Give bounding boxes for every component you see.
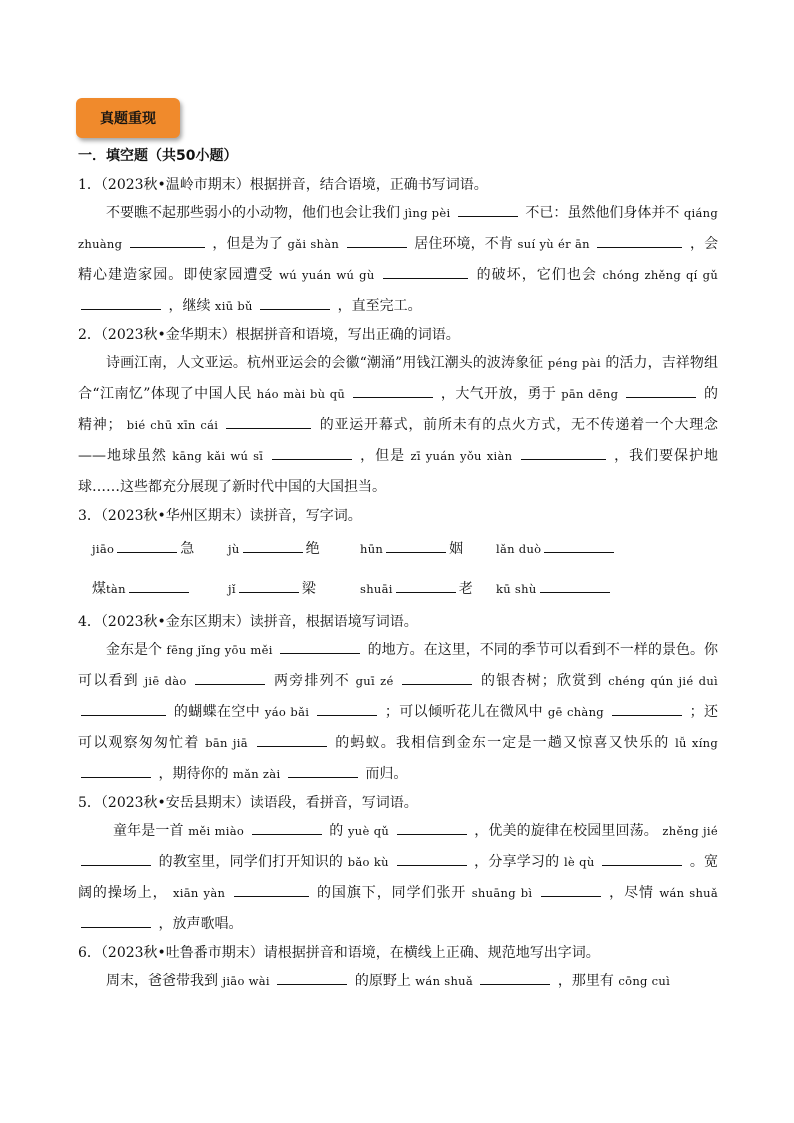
answer-blank[interactable] <box>81 701 166 716</box>
answer-blank[interactable] <box>383 264 468 279</box>
pinyin: jǐ <box>228 582 236 596</box>
text: 的亚运开幕式，前所未有的点火方式，无不传递着一个大理念——地球虽然 <box>78 417 718 464</box>
answer-blank[interactable] <box>597 233 682 248</box>
answer-blank[interactable] <box>521 445 606 460</box>
pinyin: fēng jǐng yōu měi <box>166 643 273 657</box>
text: 的蝴蝶在空中 <box>173 704 261 720</box>
answer-blank[interactable] <box>226 414 311 429</box>
answer-blank[interactable] <box>81 851 151 866</box>
pinyin: bān jiā <box>205 736 248 750</box>
pinyin: shuāi <box>360 582 393 596</box>
section-badge: 真题重现 <box>76 98 180 138</box>
word-item <box>496 529 617 569</box>
text: ，分享学习的 <box>474 854 560 870</box>
pinyin: xiān yàn <box>173 886 226 900</box>
pinyin: gǎi shàn <box>287 237 340 251</box>
question-5 <box>78 790 718 940</box>
character: 老 <box>458 581 473 597</box>
text: 的蚂蚁。我相信到金东一定是一趟又惊喜又快乐的 <box>335 735 670 751</box>
character: 急 <box>180 541 195 557</box>
text: ，那里有 <box>557 973 614 989</box>
question-5-head: 5．（2023秋•安岳县期末）读语段，看拼音，写词语。 <box>78 795 418 811</box>
text: 的国旗下，同学们张开 <box>316 885 467 901</box>
question-3-head: 3．（2023秋•华州区期末）读拼音，写字词。 <box>78 508 362 524</box>
section-title: 一．填空题（共50小题） <box>78 148 238 164</box>
text: 的原野上 <box>354 973 411 989</box>
answer-blank[interactable] <box>239 578 299 593</box>
text: ，优美的旋律在校园里回荡。 <box>474 823 658 839</box>
pinyin: lǚ xíng <box>675 736 719 750</box>
pinyin: qiáng zhuàng <box>78 206 718 251</box>
answer-blank[interactable] <box>81 913 151 928</box>
word-item <box>360 569 496 609</box>
question-6-passage <box>78 966 718 997</box>
text: 不要瞧不起那些弱小的小动物，他们也会让我们 <box>106 205 401 221</box>
answer-blank[interactable] <box>272 445 352 460</box>
pinyin: chéng qún jié duì <box>608 674 719 688</box>
answer-blank[interactable] <box>602 851 682 866</box>
question-3 <box>78 503 718 609</box>
question-4-head: 4．（2023秋•金东区期末）读拼音，根据语境写词语。 <box>78 614 418 630</box>
answer-blank[interactable] <box>540 578 610 593</box>
answer-blank[interactable] <box>117 538 177 553</box>
text: 的精神； <box>78 386 719 433</box>
word-item <box>496 569 613 609</box>
answer-blank[interactable] <box>397 820 467 835</box>
answer-blank[interactable] <box>402 670 472 685</box>
pinyin: wán shuǎ <box>659 886 719 900</box>
text: ，期待你的 <box>158 766 229 782</box>
answer-blank[interactable] <box>612 701 682 716</box>
answer-blank[interactable] <box>396 578 456 593</box>
word-item <box>228 569 360 609</box>
text: ，尽情 <box>609 885 654 901</box>
pinyin: háo mài bù qū <box>256 387 346 401</box>
answer-blank[interactable] <box>257 732 327 747</box>
text: ，我们要保护地球……这些都充分展现了新时代中国的大国担当。 <box>78 448 718 495</box>
pinyin: wú yuán wú gù <box>279 268 375 282</box>
answer-blank[interactable] <box>81 295 161 310</box>
question-1-passage <box>78 198 718 322</box>
text: 两旁排列不 <box>273 673 350 689</box>
answer-blank[interactable] <box>195 670 265 685</box>
answer-blank[interactable] <box>353 383 433 398</box>
pinyin: bǎo kù <box>347 855 389 869</box>
character: 姻 <box>449 541 464 557</box>
word-item <box>92 529 228 569</box>
text: ，继续 <box>168 298 211 314</box>
question-2-head: 2．（2023秋•金华期末）根据拼音和语境，写出正确的词语。 <box>78 327 460 343</box>
text: ，放声歌唱。 <box>158 916 243 932</box>
answer-blank[interactable] <box>280 639 360 654</box>
character: 绝 <box>305 541 320 557</box>
question-4 <box>78 609 718 790</box>
pinyin: cōng cuì <box>618 974 671 988</box>
pinyin: zhěng jié <box>662 824 718 838</box>
answer-blank[interactable] <box>541 882 601 897</box>
pinyin: yuè qǔ <box>348 824 390 838</box>
pinyin: pān dēng <box>561 387 619 401</box>
pinyin: kāng kǎi wú sī <box>172 449 264 463</box>
question-list <box>78 172 718 997</box>
word-item <box>228 529 360 569</box>
text: 诗画江南，人文亚运。杭州亚运会的会徽“潮涌”用钱江潮头的波涛象征 <box>106 355 544 371</box>
pinyin: suí yù ér ān <box>517 237 590 251</box>
text: 不已：虽然他们身体并不 <box>525 205 680 221</box>
answer-blank[interactable] <box>234 882 309 897</box>
text: 而归。 <box>365 766 408 782</box>
word-row-1 <box>78 529 718 569</box>
word-item <box>92 569 228 609</box>
answer-blank[interactable] <box>347 233 407 248</box>
pinyin: jiāo wài <box>222 974 270 988</box>
answer-blank[interactable] <box>252 820 322 835</box>
text: 童年是一首 <box>113 823 184 839</box>
answer-blank[interactable] <box>81 763 151 778</box>
answer-blank[interactable] <box>277 970 347 985</box>
answer-blank[interactable] <box>626 383 696 398</box>
pinyin: lè qù <box>563 855 595 869</box>
text: 。宽阔的操场上， <box>78 854 719 901</box>
text: 的 <box>329 823 344 839</box>
text: 居住环境，不肯 <box>414 236 513 252</box>
text: ，直至完工。 <box>337 298 422 314</box>
text: ，会精心建造家园。即使家园遭受 <box>78 236 719 283</box>
pinyin: gē chàng <box>547 705 604 719</box>
character: 梁 <box>301 581 316 597</box>
question-1 <box>78 172 718 322</box>
answer-blank[interactable] <box>260 295 330 310</box>
answer-blank[interactable] <box>243 538 303 553</box>
question-5-passage <box>78 816 718 940</box>
pinyin: měi miào <box>188 824 245 838</box>
pinyin: mǎn zài <box>232 767 281 781</box>
character: 煤 <box>92 581 106 597</box>
pinyin: tàn <box>106 582 126 596</box>
pinyin: lǎn duò <box>496 542 542 556</box>
pinyin: wán shuǎ <box>415 974 474 988</box>
question-6-head: 6．（2023秋•吐鲁番市期末）请根据拼音和语境，在横线上正确、规范地写出字词。 <box>78 945 600 961</box>
pinyin: jìng pèi <box>404 206 451 220</box>
answer-blank[interactable] <box>397 851 467 866</box>
text: 周末，爸爸带我到 <box>106 973 218 989</box>
question-2 <box>78 322 718 503</box>
text: 的地方。在这里，不同的季节可以看到不一样的景色。你可以看到 <box>78 642 719 689</box>
question-2-passage <box>78 348 718 503</box>
word-row-2 <box>78 569 718 609</box>
answer-blank[interactable] <box>129 578 189 593</box>
text: ；还可以观察匆匆忙着 <box>78 704 718 751</box>
pinyin: kū shù <box>496 582 537 596</box>
text: ，大气开放，勇于 <box>440 386 557 402</box>
text: 的破坏，它们也会 <box>476 267 597 283</box>
answer-blank[interactable] <box>458 202 518 217</box>
text: ；可以倾听花儿在微风中 <box>384 704 544 720</box>
pinyin: guī zé <box>355 674 394 688</box>
pinyin: shuāng bì <box>471 886 533 900</box>
answer-blank[interactable] <box>480 970 550 985</box>
question-4-passage <box>78 635 718 790</box>
pinyin: hūn <box>360 542 384 556</box>
pinyin: bié chū xīn cái <box>126 418 219 432</box>
answer-blank[interactable] <box>386 538 446 553</box>
text: 的教室里，同学们打开知识的 <box>158 854 344 870</box>
pinyin: péng pài <box>547 356 601 370</box>
text: ，但是为了 <box>212 236 283 252</box>
question-6 <box>78 940 718 997</box>
pinyin: chóng zhěng qí gǔ <box>602 268 719 282</box>
text: ，但是 <box>360 448 406 464</box>
pinyin: jiē dào <box>144 674 187 688</box>
text: 的活力，吉祥物组合“江南忆”体现了中国人民 <box>78 355 718 402</box>
pinyin: yáo bǎi <box>264 705 310 719</box>
answer-blank[interactable] <box>130 233 205 248</box>
pinyin: zī yuán yǒu xiàn <box>410 449 513 463</box>
pinyin: xiū bǔ <box>214 299 253 313</box>
pinyin: jiāo <box>92 542 115 556</box>
pinyin: jù <box>228 542 240 556</box>
answer-blank[interactable] <box>317 701 377 716</box>
question-1-head: 1．（2023秋•温岭市期末）根据拼音，结合语境，正确书写词语。 <box>78 177 488 193</box>
text: 的银杏树；欣赏到 <box>480 673 603 689</box>
text: 金东是个 <box>106 642 163 658</box>
answer-blank[interactable] <box>544 538 614 553</box>
word-item <box>360 529 496 569</box>
answer-blank[interactable] <box>288 763 358 778</box>
